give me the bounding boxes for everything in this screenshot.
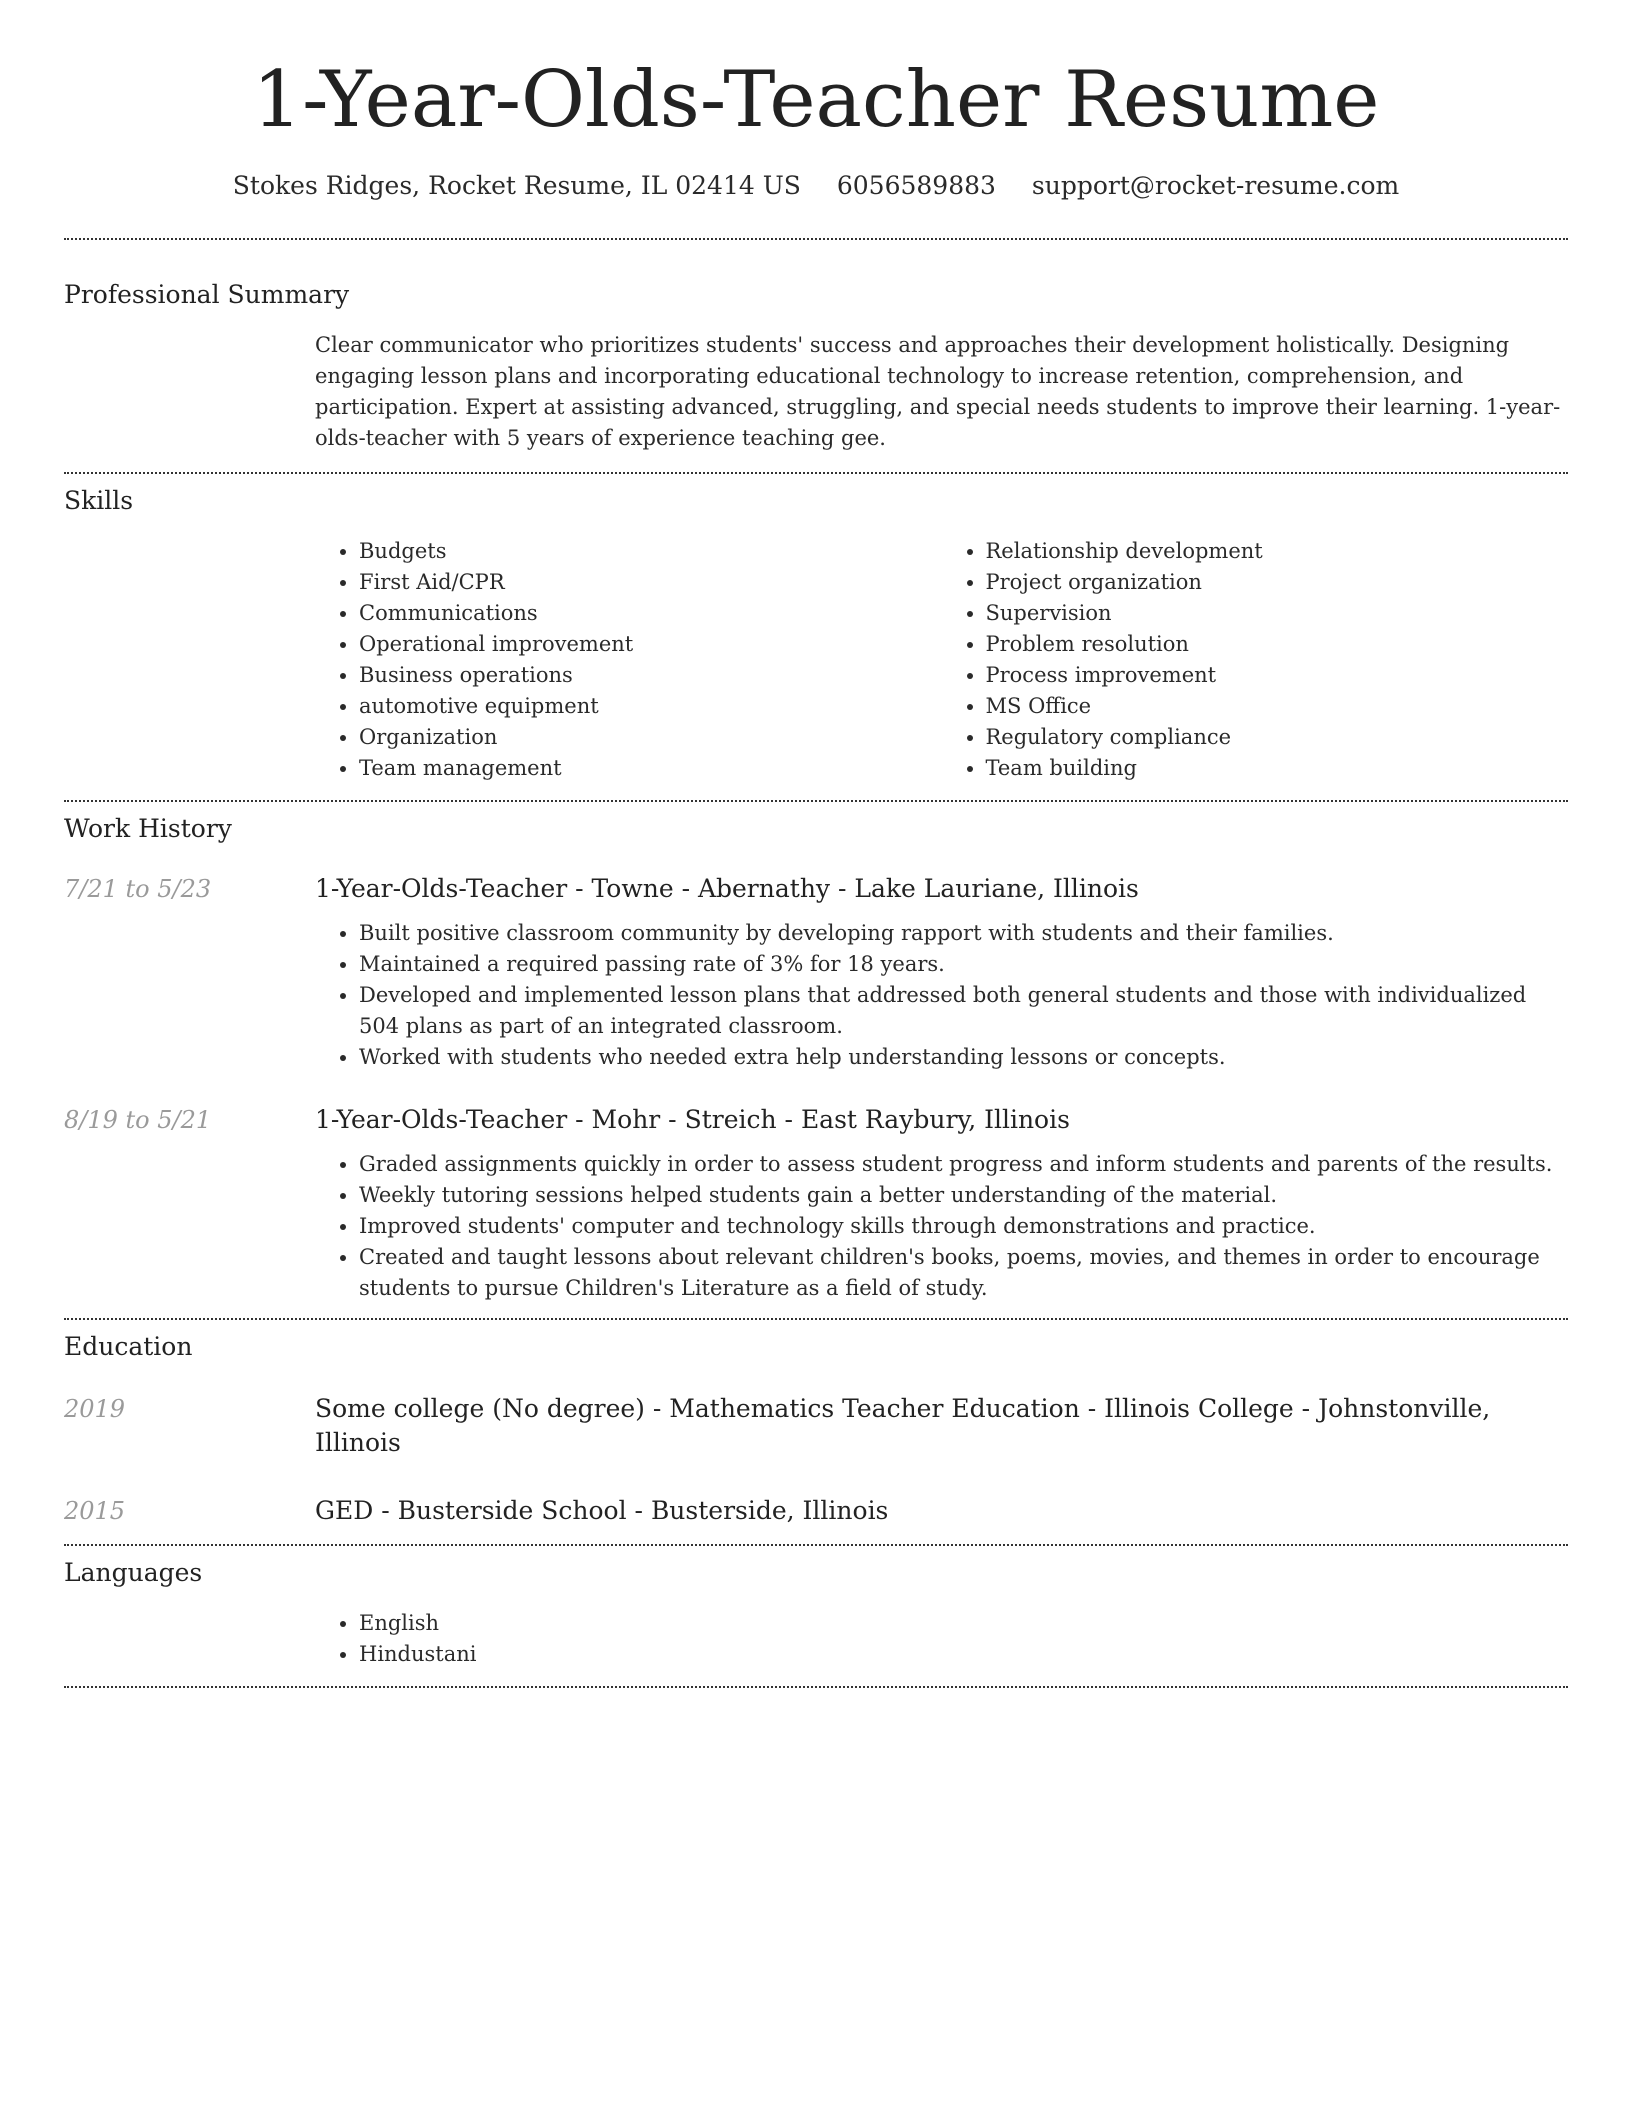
contact-address: Stokes Ridges, Rocket Resume, IL 02414 US bbox=[232, 171, 801, 200]
summary-text: Clear communicator who prioritizes students' success and approaches their development holistically. Designing engaging lesson plans and incorporating educational technology to increase retention, comprehension, and participation. Expert at assisting advanced, struggling, and special needs students to improve their learning. 1-year-olds-teacher with 5 years of experience teaching gee. bbox=[315, 333, 1561, 450]
job-entry bbox=[64, 872, 1568, 1073]
education-entry bbox=[64, 1392, 1568, 1460]
job-bullet: • Graded assignments quickly in order to assess student progress and inform students and parents of the results. bbox=[359, 1149, 1568, 1180]
resume-page bbox=[64, 0, 1568, 1688]
skill-item: • First Aid/CPR bbox=[359, 567, 942, 598]
education-section bbox=[64, 1330, 1568, 1528]
skill-item: • Regulatory compliance bbox=[986, 722, 1569, 753]
skill-item: • Supervision bbox=[986, 598, 1569, 629]
job-title: 1-Year-Olds-Teacher - Mohr - Streich - East Raybury, Illinois bbox=[315, 1105, 1070, 1134]
language-item: • Hindustani bbox=[359, 1639, 1568, 1670]
divider bbox=[64, 800, 1568, 802]
languages-heading: Languages bbox=[64, 1558, 203, 1587]
job-bullet: • Developed and implemented lesson plans that addressed both general students and those with individualized 504 plans as part of an integrated classroom. bbox=[359, 980, 1568, 1042]
skill-item: • Project organization bbox=[986, 567, 1569, 598]
summary-section bbox=[64, 278, 1568, 454]
divider bbox=[64, 1318, 1568, 1320]
skill-item: • MS Office bbox=[986, 691, 1569, 722]
job-bullet: • Built positive classroom community by developing rapport with students and their families. bbox=[359, 918, 1568, 949]
divider bbox=[64, 238, 1568, 240]
education-year: 2015 bbox=[64, 1497, 126, 1525]
work-section bbox=[64, 812, 1568, 1304]
skills-section bbox=[64, 484, 1568, 784]
skills-heading: Skills bbox=[64, 486, 134, 515]
skill-item: • Business operations bbox=[359, 660, 942, 691]
education-year: 2019 bbox=[64, 1395, 126, 1423]
job-bullets bbox=[315, 918, 1568, 1073]
job-bullet: • Improved students' computer and technology skills through demonstrations and practice. bbox=[359, 1211, 1568, 1242]
skills-list-left bbox=[315, 536, 942, 784]
contact-phone: 6056589883 bbox=[836, 171, 996, 200]
languages-section bbox=[64, 1556, 1568, 1670]
languages-list bbox=[315, 1608, 1568, 1670]
skills-grid bbox=[315, 536, 1568, 784]
education-heading: Education bbox=[64, 1332, 193, 1361]
job-bullet: • Weekly tutoring sessions helped students gain a better understanding of the material. bbox=[359, 1180, 1568, 1211]
skill-item: • Operational improvement bbox=[359, 629, 942, 660]
job-bullet: • Created and taught lessons about relevant children's books, poems, movies, and themes in order to encourage students to pursue Children's Literature as a field of study. bbox=[359, 1242, 1568, 1304]
resume-title: 1-Year-Olds-Teacher Resume bbox=[252, 55, 1380, 145]
skill-item: • Organization bbox=[359, 722, 942, 753]
skill-item: • Communications bbox=[359, 598, 942, 629]
skill-item: • Problem resolution bbox=[986, 629, 1569, 660]
divider bbox=[64, 1686, 1568, 1688]
work-heading: Work History bbox=[64, 814, 232, 843]
language-item: • English bbox=[359, 1608, 1568, 1639]
skill-item: • Process improvement bbox=[986, 660, 1569, 691]
job-dates: 7/21 to 5/23 bbox=[64, 875, 212, 903]
job-bullet: • Maintained a required passing rate of 3% for 18 years. bbox=[359, 949, 1568, 980]
skill-item: • Relationship development bbox=[986, 536, 1569, 567]
job-entry bbox=[64, 1103, 1568, 1304]
education-entry bbox=[64, 1494, 1568, 1528]
job-bullets bbox=[315, 1149, 1568, 1304]
skills-list-right bbox=[942, 536, 1569, 784]
divider bbox=[64, 472, 1568, 474]
job-dates: 8/19 to 5/21 bbox=[64, 1106, 212, 1134]
education-text: GED - Busterside School - Busterside, Illinois bbox=[315, 1496, 889, 1525]
contact-email: support@rocket-resume.com bbox=[1031, 171, 1400, 200]
summary-heading: Professional Summary bbox=[64, 280, 350, 309]
job-bullet: • Worked with students who needed extra help understanding lessons or concepts. bbox=[359, 1042, 1568, 1073]
job-title: 1-Year-Olds-Teacher - Towne - Abernathy - Lake Lauriane, Illinois bbox=[315, 874, 1139, 903]
skill-item: • Team management bbox=[359, 753, 942, 784]
skill-item: • Team building bbox=[986, 753, 1569, 784]
skill-item: • Budgets bbox=[359, 536, 942, 567]
divider bbox=[64, 1544, 1568, 1546]
contact-line bbox=[64, 168, 1568, 204]
education-text: Some college (No degree) - Mathematics Teacher Education - Illinois College - Johnstonville, Illinois bbox=[315, 1394, 1491, 1457]
skill-item: • automotive equipment bbox=[359, 691, 942, 722]
